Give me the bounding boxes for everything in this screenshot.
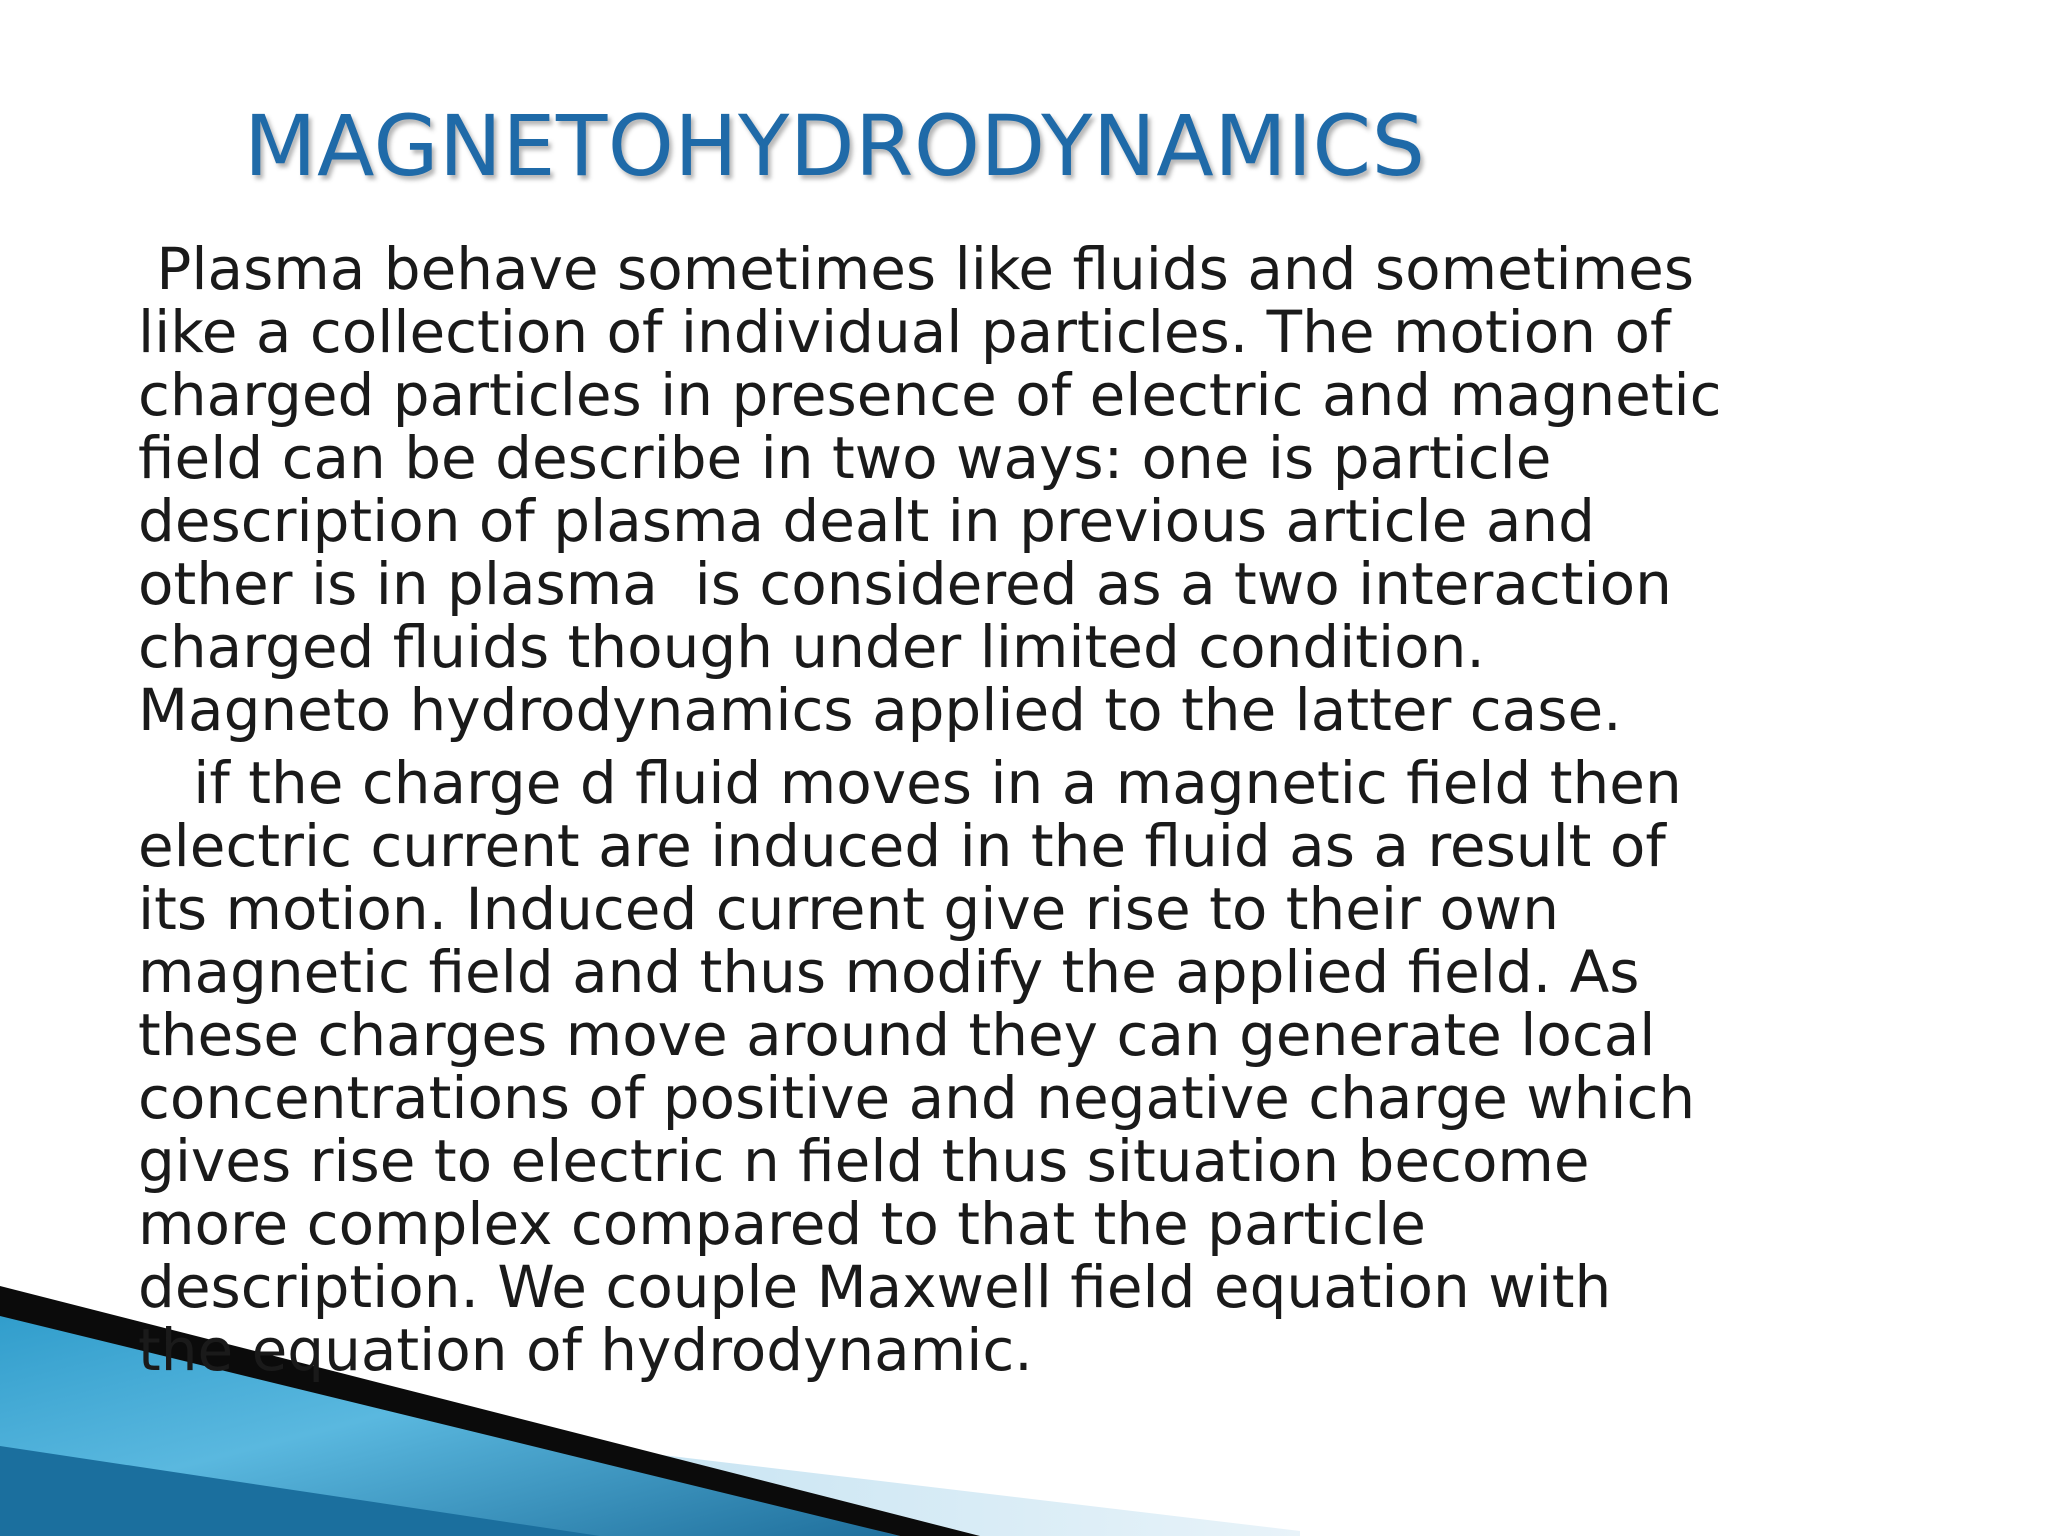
body-line: electric current are induced in the fluid as a result of — [138, 812, 1666, 880]
body-line: description of plasma dealt in previous article and — [138, 487, 1595, 555]
slide-title: MAGNETOHYDRODYNAMICS — [244, 97, 1426, 195]
body-line: like a collection of individual particles. The motion of — [138, 298, 1671, 366]
slide-body — [138, 235, 1898, 1384]
body-line: charged particles in presence of electric and magnetic — [138, 361, 1722, 429]
body-line: more complex compared to that the particle — [138, 1190, 1426, 1258]
body-line: field can be describe in two ways: one is particle — [138, 424, 1552, 492]
body-line: magnetic field and thus modify the applied field. As — [138, 938, 1640, 1006]
body-line: the equation of hydrodynamic. — [138, 1316, 1033, 1384]
body-line: if the charge d fluid moves in a magnetic field then — [138, 749, 1682, 817]
body-line: Magneto hydrodynamics applied to the latter case. — [138, 676, 1622, 744]
body-line: these charges move around they can generate local — [138, 1001, 1656, 1069]
body-line: its motion. Induced current give rise to their own — [138, 875, 1559, 943]
body-line: description. We couple Maxwell field equation with — [138, 1253, 1612, 1321]
body-line: Plasma behave sometimes like fluids and sometimes — [138, 235, 1695, 303]
body-line: gives rise to electric n field thus situation become — [138, 1127, 1590, 1195]
body-line: concentrations of positive and negative charge which — [138, 1064, 1696, 1132]
body-line: other is in plasma is considered as a two interaction — [138, 550, 1672, 618]
body-line: charged fluids though under limited condition. — [138, 613, 1485, 681]
